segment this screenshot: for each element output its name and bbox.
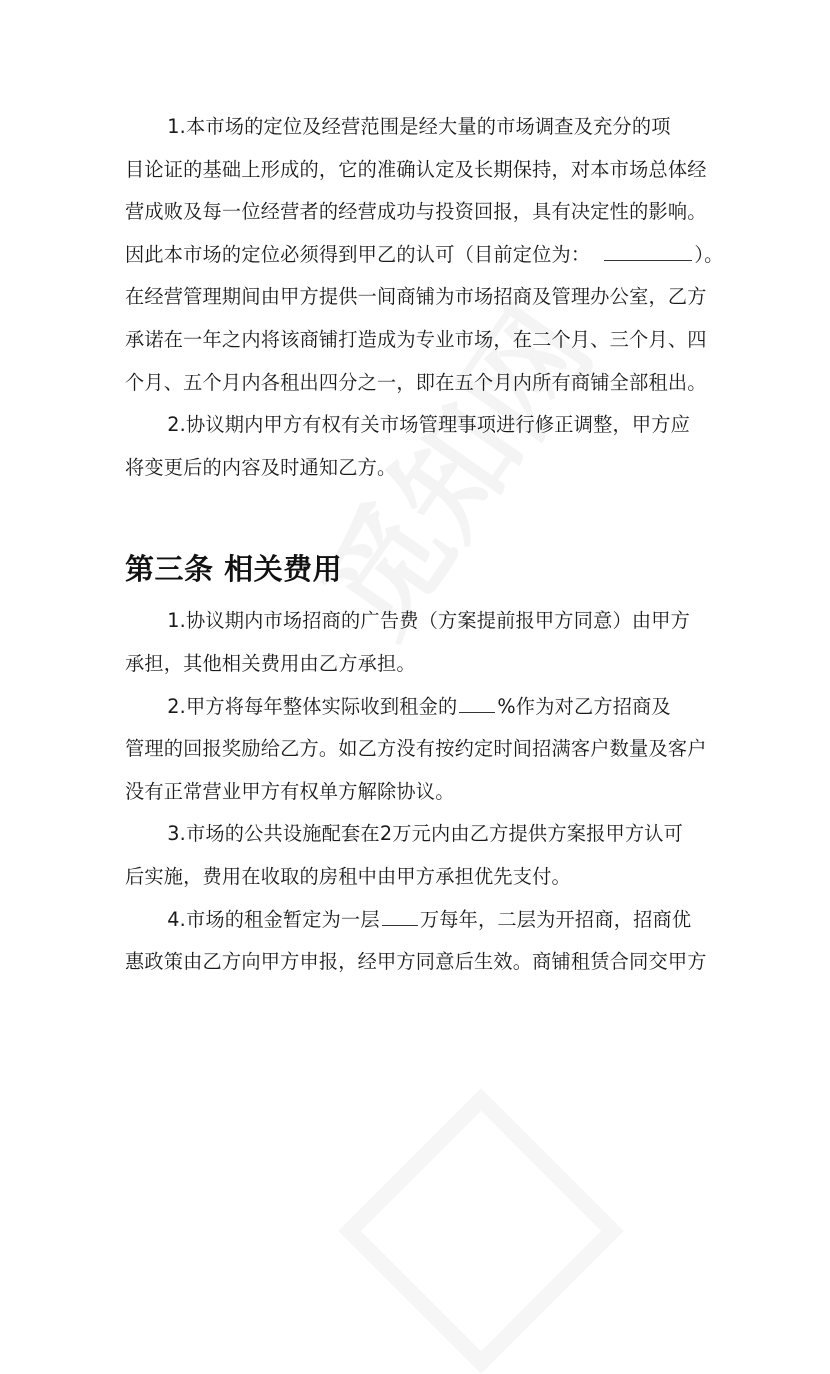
paragraph-facilities [125, 813, 713, 898]
text-segment: ）。 [694, 242, 724, 266]
text-segment: 2.甲方将每年整体实际收到租金的 [167, 694, 458, 718]
fill-in-blank-percentage[interactable] [459, 691, 495, 712]
paragraph-reward [125, 686, 713, 814]
text-line: 没有正常营业甲方有权单方解除协议。 [125, 779, 455, 803]
text-line: 2.协议期内甲方有权有关市场管理事项进行修正调整，甲方应 [167, 413, 691, 437]
text-line: 在经营管理期间由甲方提供一间商铺为市场招商及管理办公室，乙方 [125, 285, 707, 309]
paragraph-advertising-fee [125, 600, 713, 685]
text-line: 1.本市场的定位及经营范围是经大量的市场调查及充分的项 [167, 115, 671, 138]
text-line: 将变更后的内容及时通知乙方。 [125, 455, 397, 479]
text-line: 管理的回报奖励给乙方。如乙方没有按约定时间招满客户数量及客户 [125, 737, 707, 761]
text-line: 营成败及每一位经营者的经营成功与投资回报，具有决定性的影响。 [125, 200, 707, 224]
text-line-with-blank [125, 899, 713, 942]
fill-in-blank-rent[interactable] [382, 904, 418, 925]
document-body [125, 106, 724, 984]
text-line-with-blank [125, 234, 724, 277]
text-line: 承担，其他相关费用由乙方承担。 [125, 651, 416, 675]
paragraph-amendment [125, 404, 713, 489]
text-segment: 因此本市场的定位必须得到甲乙的认可（目前定位为： [125, 242, 591, 266]
paragraph-rent [125, 899, 713, 984]
text-line: 惠政策由乙方向甲方申报，经甲方同意后生效。商铺租赁合同交甲方 [125, 950, 707, 974]
fill-in-blank-positioning[interactable] [604, 240, 692, 261]
text-segment: %作为对乙方招商及 [497, 694, 671, 718]
text-line: 承诺在一年之内将该商铺打造成为专业市场，在二个月、三个月、四 [125, 327, 707, 351]
watermark-diamond-icon [338, 1088, 624, 1374]
text-line: 个月、五个月内各租出四分之一，即在五个月内所有商铺全部租出。 [125, 370, 707, 394]
paragraph-positioning [125, 106, 724, 404]
text-line: 3.市场的公共设施配套在2万元内由乙方提供方案报甲方认可 [167, 822, 684, 846]
text-line: 后实施，费用在收取的房租中由甲方承担优先支付。 [125, 864, 571, 888]
text-segment: 万每年，二层为开招商，招商优 [419, 907, 692, 931]
text-line-with-blank [125, 686, 713, 729]
text-line: 1.协议期内市场招商的广告费（方案提前报甲方同意）由甲方 [167, 609, 691, 633]
section-heading: 第三条 相关费用 [125, 552, 343, 587]
text-line: 目论证的基础上形成的，它的准确认定及长期保持，对本市场总体经 [125, 157, 707, 181]
text-segment: 4.市场的租金暂定为一层 [167, 907, 380, 931]
